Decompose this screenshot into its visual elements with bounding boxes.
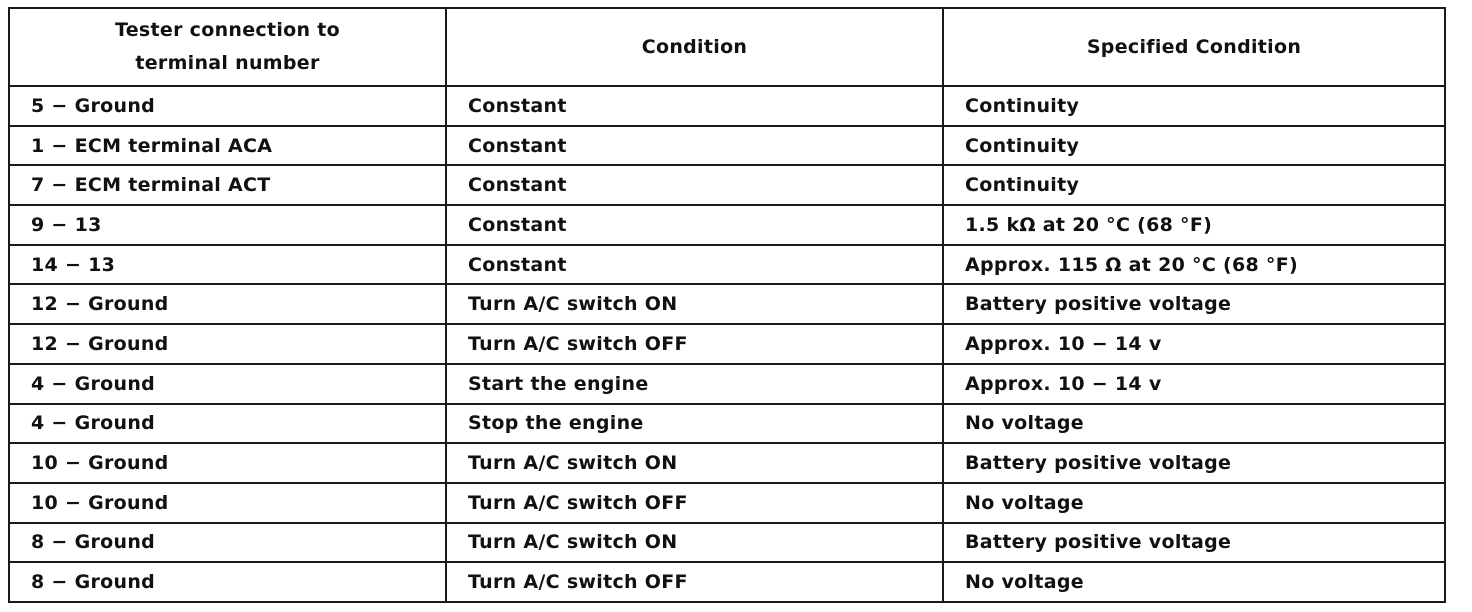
terminal-cell: 4 − Ground bbox=[9, 364, 446, 404]
specified-condition-cell: Battery positive voltage bbox=[943, 523, 1445, 563]
header-terminal-line2: terminal number bbox=[135, 52, 320, 74]
condition-cell: Stop the engine bbox=[446, 404, 943, 444]
table-body bbox=[9, 86, 1445, 602]
condition-cell: Turn A/C switch OFF bbox=[446, 562, 943, 602]
header-condition: Condition bbox=[446, 8, 943, 86]
table-row bbox=[9, 126, 1445, 166]
table-row bbox=[9, 165, 1445, 205]
table-row bbox=[9, 483, 1445, 523]
header-terminal-line1: Tester connection to bbox=[114, 19, 341, 41]
specified-condition-cell: Continuity bbox=[943, 86, 1445, 126]
condition-cell: Turn A/C switch ON bbox=[446, 443, 943, 483]
specified-condition-cell: Continuity bbox=[943, 126, 1445, 166]
specified-condition-cell: No voltage bbox=[943, 562, 1445, 602]
table-row bbox=[9, 205, 1445, 245]
specified-condition-cell: Approx. 10 − 14 v bbox=[943, 324, 1445, 364]
specified-condition-cell: No voltage bbox=[943, 483, 1445, 523]
terminal-cell: 12 − Ground bbox=[9, 324, 446, 364]
terminal-cell: 9 − 13 bbox=[9, 205, 446, 245]
condition-cell: Turn A/C switch ON bbox=[446, 523, 943, 563]
specified-condition-cell: No voltage bbox=[943, 404, 1445, 444]
terminal-cell: 4 − Ground bbox=[9, 404, 446, 444]
terminal-cell: 14 − 13 bbox=[9, 245, 446, 285]
terminal-cell: 10 − Ground bbox=[9, 483, 446, 523]
terminal-cell: 12 − Ground bbox=[9, 284, 446, 324]
terminal-cell: 8 − Ground bbox=[9, 562, 446, 602]
specified-condition-cell: Battery positive voltage bbox=[943, 284, 1445, 324]
condition-cell: Turn A/C switch ON bbox=[446, 284, 943, 324]
table-row bbox=[9, 404, 1445, 444]
condition-cell: Constant bbox=[446, 126, 943, 166]
specified-condition-cell: Battery positive voltage bbox=[943, 443, 1445, 483]
condition-cell: Start the engine bbox=[446, 364, 943, 404]
terminal-cell: 10 − Ground bbox=[9, 443, 446, 483]
condition-cell: Constant bbox=[446, 86, 943, 126]
specified-condition-cell: 1.5 kΩ at 20 °C (68 °F) bbox=[943, 205, 1445, 245]
terminal-cell: 1 − ECM terminal ACA bbox=[9, 126, 446, 166]
specified-condition-cell: Approx. 115 Ω at 20 °C (68 °F) bbox=[943, 245, 1445, 285]
condition-cell: Turn A/C switch OFF bbox=[446, 483, 943, 523]
table-row bbox=[9, 562, 1445, 602]
header-row bbox=[9, 8, 1445, 86]
table-row bbox=[9, 86, 1445, 126]
table-row bbox=[9, 523, 1445, 563]
header-specified-condition: Specified Condition bbox=[943, 8, 1445, 86]
condition-cell: Turn A/C switch OFF bbox=[446, 324, 943, 364]
table-row bbox=[9, 245, 1445, 285]
condition-cell: Constant bbox=[446, 205, 943, 245]
table-row bbox=[9, 324, 1445, 364]
table-row bbox=[9, 443, 1445, 483]
condition-cell: Constant bbox=[446, 165, 943, 205]
table-row bbox=[9, 364, 1445, 404]
specified-condition-cell: Approx. 10 − 14 v bbox=[943, 364, 1445, 404]
header-terminal bbox=[9, 8, 446, 86]
inspection-table bbox=[8, 7, 1446, 603]
condition-cell: Constant bbox=[446, 245, 943, 285]
terminal-cell: 5 − Ground bbox=[9, 86, 446, 126]
terminal-cell: 8 − Ground bbox=[9, 523, 446, 563]
terminal-cell: 7 − ECM terminal ACT bbox=[9, 165, 446, 205]
table-row bbox=[9, 284, 1445, 324]
specified-condition-cell: Continuity bbox=[943, 165, 1445, 205]
